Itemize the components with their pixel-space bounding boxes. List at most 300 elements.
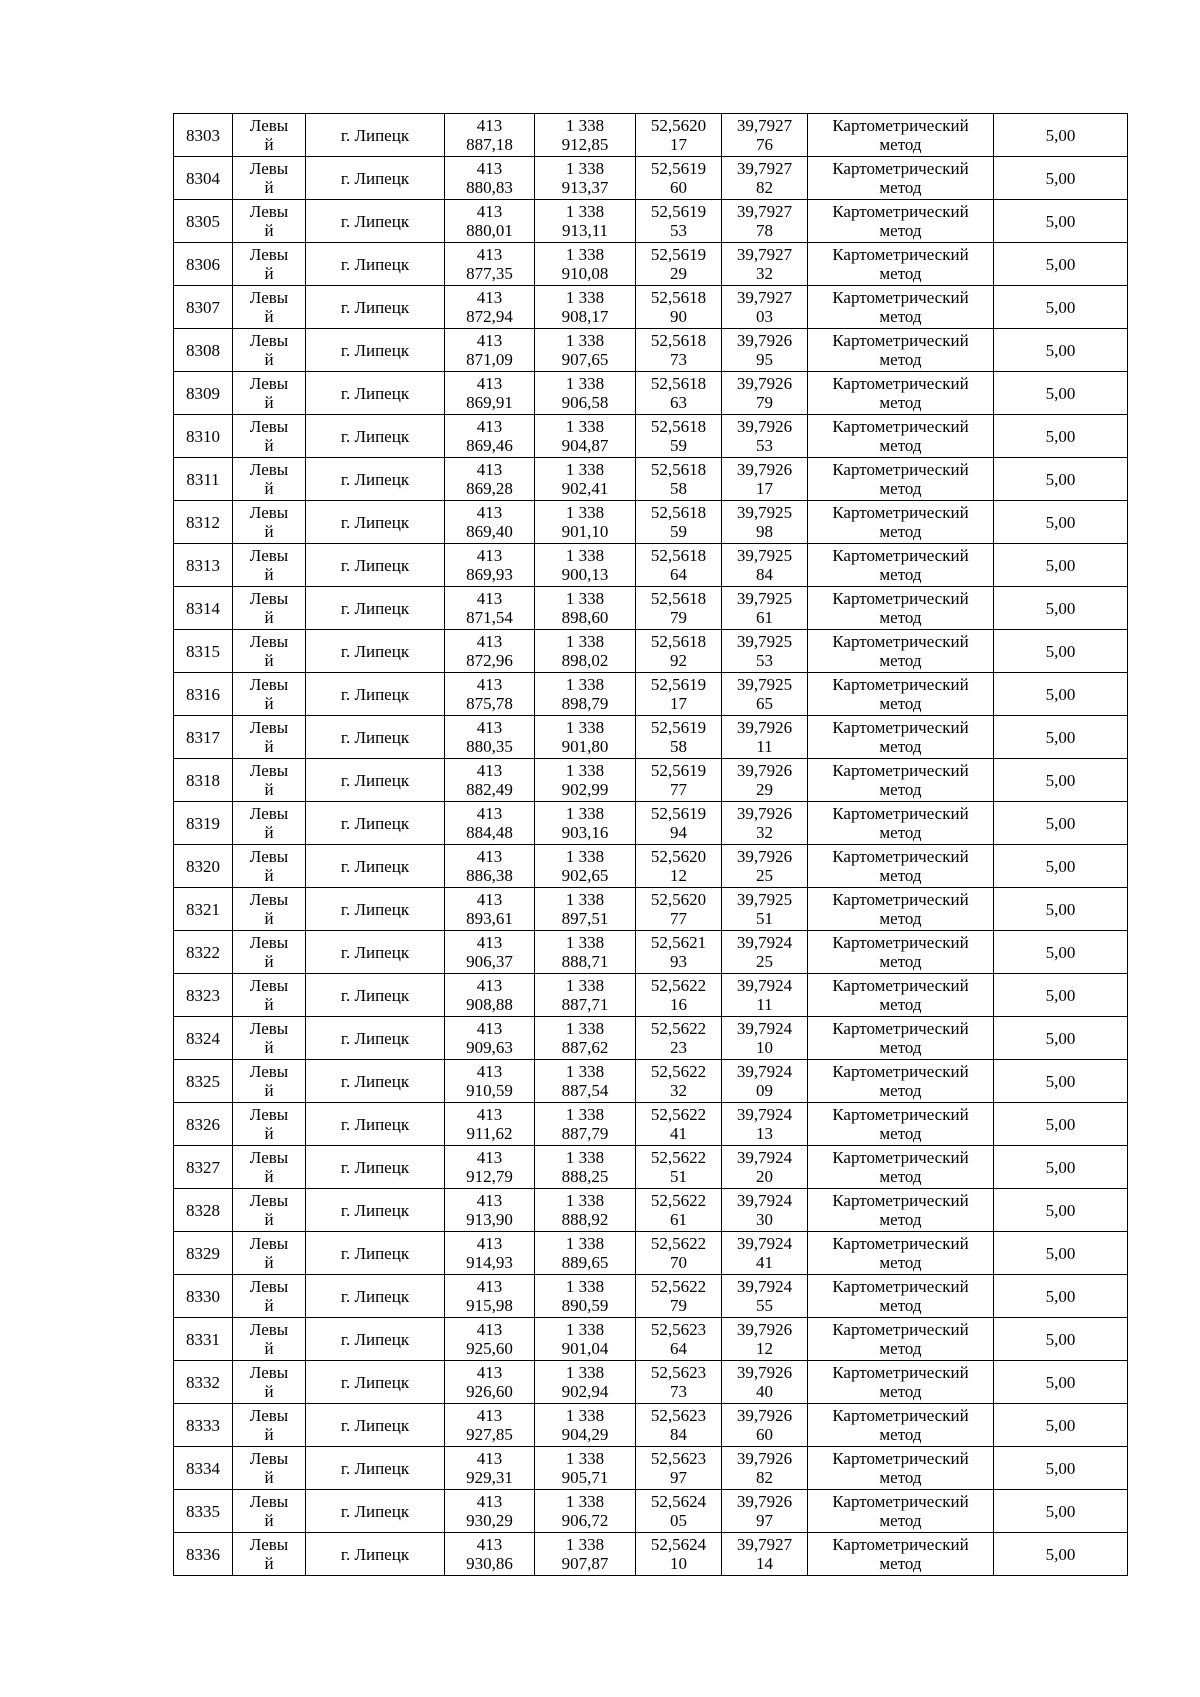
bank-side-text: Левы (249, 1492, 289, 1511)
longitude-text: 11 (756, 995, 773, 1014)
y-coordinate-text: 1 338 (565, 159, 605, 178)
method-text: Картометрический (832, 1277, 969, 1296)
y-coordinate-text: 902,99 (561, 780, 609, 799)
longitude-text: 39,7925 (736, 503, 793, 522)
y-coordinate-cell (535, 329, 636, 372)
latitude-text: 73 (670, 1382, 687, 1401)
latitude-text: 92 (670, 651, 687, 670)
accuracy-text: 5,00 (1045, 297, 1076, 317)
longitude-cell (722, 329, 808, 372)
y-coordinate-cell (535, 1490, 636, 1533)
x-coordinate-text: 908,88 (466, 995, 513, 1014)
method-text: метод (879, 651, 922, 670)
bank-side-text: Левы (249, 460, 289, 479)
table-row (174, 243, 1128, 286)
longitude-cell (722, 1103, 808, 1146)
bank-side-cell (233, 1060, 306, 1103)
latitude-cell (636, 458, 722, 501)
latitude-text: 52,5623 (650, 1449, 707, 1468)
method-text: метод (879, 823, 922, 842)
bank-side-text: й (264, 1296, 274, 1315)
longitude-text: 10 (756, 1038, 773, 1057)
longitude-cell (722, 1447, 808, 1490)
latitude-cell (636, 845, 722, 888)
longitude-text: 60 (756, 1425, 773, 1444)
x-coordinate-text: 413 (476, 417, 503, 436)
latitude-text: 52,5623 (650, 1320, 707, 1339)
bank-side-text: Левы (249, 1363, 289, 1382)
method-text: Картометрический (832, 890, 969, 909)
longitude-text: 14 (756, 1554, 773, 1573)
point-number-cell (174, 286, 233, 329)
point-number-cell (174, 888, 233, 931)
latitude-text: 70 (670, 1253, 687, 1272)
accuracy-cell (994, 372, 1128, 415)
method-text: метод (879, 1339, 922, 1358)
bank-side-cell (233, 1447, 306, 1490)
latitude-text: 41 (670, 1124, 687, 1143)
x-coordinate-cell (445, 759, 535, 802)
y-coordinate-text: 1 338 (565, 331, 605, 350)
latitude-text: 32 (670, 1081, 687, 1100)
y-coordinate-cell (535, 673, 636, 716)
point-number-cell (174, 1447, 233, 1490)
longitude-text: 39,7927 (736, 202, 793, 221)
table-row (174, 1146, 1128, 1189)
bank-side-text: й (264, 694, 274, 713)
point-number-cell (174, 1275, 233, 1318)
accuracy-text: 5,00 (1045, 856, 1076, 876)
x-coordinate-cell (445, 458, 535, 501)
y-coordinate-text: 888,92 (561, 1210, 609, 1229)
method-text: Картометрический (832, 632, 969, 651)
point-number-cell (174, 931, 233, 974)
point-number-text: 8326 (186, 1114, 220, 1134)
method-text: метод (879, 436, 922, 455)
longitude-text: 39,7925 (736, 675, 793, 694)
y-coordinate-text: 905,71 (561, 1468, 609, 1487)
bank-side-text: й (264, 866, 274, 885)
point-number-text: 8313 (186, 555, 220, 575)
accuracy-cell (994, 458, 1128, 501)
accuracy-text: 5,00 (1045, 1114, 1076, 1134)
bank-side-text: й (264, 1253, 274, 1272)
latitude-text: 63 (670, 393, 687, 412)
accuracy-text: 5,00 (1045, 1071, 1076, 1091)
latitude-text: 53 (670, 221, 687, 240)
method-text: Картометрический (832, 1320, 969, 1339)
table-row (174, 888, 1128, 931)
y-coordinate-text: 1 338 (565, 804, 605, 823)
x-coordinate-text: 413 (476, 374, 503, 393)
method-text: Картометрический (832, 159, 969, 178)
x-coordinate-text: 869,28 (466, 479, 513, 498)
bank-side-cell (233, 114, 306, 157)
accuracy-cell (994, 802, 1128, 845)
method-cell (808, 630, 994, 673)
x-coordinate-text: 872,96 (466, 651, 513, 670)
latitude-text: 17 (670, 135, 687, 154)
method-text: Картометрический (832, 1148, 969, 1167)
y-coordinate-text: 910,08 (561, 264, 609, 283)
x-coordinate-text: 413 (476, 503, 503, 522)
x-coordinate-text: 413 (476, 589, 503, 608)
longitude-cell (722, 587, 808, 630)
table-row (174, 1060, 1128, 1103)
latitude-text: 52,5619 (650, 804, 707, 823)
point-number-text: 8306 (186, 254, 220, 274)
latitude-text: 52,5622 (650, 1277, 707, 1296)
bank-side-text: Левы (249, 503, 289, 522)
bank-side-text: Левы (249, 1535, 289, 1554)
longitude-text: 39,7925 (736, 589, 793, 608)
method-text: Картометрический (832, 116, 969, 135)
locality-text: г. Липецк (340, 598, 410, 618)
locality-text: г. Липецк (340, 168, 410, 188)
method-text: метод (879, 1167, 922, 1186)
x-coordinate-text: 413 (476, 159, 503, 178)
bank-side-text: й (264, 1554, 274, 1573)
y-coordinate-text: 900,13 (561, 565, 609, 584)
x-coordinate-cell (445, 1275, 535, 1318)
latitude-cell (636, 1275, 722, 1318)
y-coordinate-text: 902,94 (561, 1382, 609, 1401)
longitude-text: 32 (756, 264, 773, 283)
locality-text: г. Липецк (340, 1028, 410, 1048)
locality-cell (306, 1318, 445, 1361)
longitude-text: 39,7926 (736, 1449, 793, 1468)
locality-text: г. Липецк (340, 684, 410, 704)
longitude-text: 41 (756, 1253, 773, 1272)
latitude-cell (636, 1232, 722, 1275)
y-coordinate-cell (535, 1533, 636, 1576)
y-coordinate-text: 887,62 (561, 1038, 609, 1057)
table-row (174, 1404, 1128, 1447)
accuracy-cell (994, 286, 1128, 329)
method-text: Картометрический (832, 460, 969, 479)
point-number-cell (174, 716, 233, 759)
x-coordinate-text: 413 (476, 1320, 503, 1339)
bank-side-text: й (264, 479, 274, 498)
latitude-text: 59 (670, 522, 687, 541)
latitude-text: 52,5620 (650, 890, 707, 909)
x-coordinate-cell (445, 1361, 535, 1404)
latitude-cell (636, 1490, 722, 1533)
bank-side-text: Левы (249, 1406, 289, 1425)
y-coordinate-text: 1 338 (565, 632, 605, 651)
locality-text: г. Липецк (340, 727, 410, 747)
y-coordinate-cell (535, 630, 636, 673)
y-coordinate-text: 906,72 (561, 1511, 609, 1530)
bank-side-text: Левы (249, 159, 289, 178)
x-coordinate-text: 911,62 (466, 1124, 513, 1143)
y-coordinate-text: 1 338 (565, 675, 605, 694)
table-row (174, 200, 1128, 243)
locality-text: г. Липецк (340, 1329, 410, 1349)
y-coordinate-cell (535, 114, 636, 157)
method-text: метод (879, 780, 922, 799)
bank-side-cell (233, 1404, 306, 1447)
latitude-cell (636, 243, 722, 286)
bank-side-text: Левы (249, 761, 289, 780)
method-text: метод (879, 1425, 922, 1444)
y-coordinate-text: 1 338 (565, 1019, 605, 1038)
point-number-cell (174, 1318, 233, 1361)
latitude-text: 60 (670, 178, 687, 197)
latitude-text: 93 (670, 952, 687, 971)
point-number-cell (174, 802, 233, 845)
longitude-cell (722, 845, 808, 888)
method-text: Картометрический (832, 1535, 969, 1554)
point-number-text: 8322 (186, 942, 220, 962)
locality-text: г. Липецк (340, 1544, 410, 1564)
locality-text: г. Липецк (340, 1071, 410, 1091)
locality-cell (306, 501, 445, 544)
longitude-text: 39,7926 (736, 1320, 793, 1339)
point-number-text: 8305 (186, 211, 220, 231)
x-coordinate-text: 869,91 (466, 393, 513, 412)
longitude-text: 39,7927 (736, 116, 793, 135)
bank-side-cell (233, 1146, 306, 1189)
locality-cell (306, 200, 445, 243)
longitude-cell (722, 415, 808, 458)
longitude-text: 39,7926 (736, 718, 793, 737)
point-number-text: 8317 (186, 727, 220, 747)
x-coordinate-text: 413 (476, 460, 503, 479)
x-coordinate-text: 882,49 (466, 780, 513, 799)
method-text: Картометрический (832, 1406, 969, 1425)
table-row (174, 759, 1128, 802)
latitude-text: 52,5621 (650, 933, 707, 952)
method-text: метод (879, 1124, 922, 1143)
x-coordinate-cell (445, 1146, 535, 1189)
accuracy-cell (994, 1189, 1128, 1232)
locality-text: г. Липецк (340, 297, 410, 317)
longitude-text: 30 (756, 1210, 773, 1229)
x-coordinate-text: 413 (476, 116, 503, 135)
longitude-cell (722, 1404, 808, 1447)
latitude-cell (636, 544, 722, 587)
longitude-text: 39,7927 (736, 1535, 793, 1554)
locality-text: г. Липецк (340, 1501, 410, 1521)
x-coordinate-cell (445, 372, 535, 415)
x-coordinate-cell (445, 200, 535, 243)
y-coordinate-text: 1 338 (565, 1320, 605, 1339)
method-text: Картометрический (832, 546, 969, 565)
method-cell (808, 1060, 994, 1103)
latitude-cell (636, 587, 722, 630)
locality-text: г. Липецк (340, 512, 410, 532)
longitude-text: 32 (756, 823, 773, 842)
x-coordinate-text: 887,18 (466, 135, 513, 154)
point-number-cell (174, 1404, 233, 1447)
latitude-text: 52,5618 (650, 417, 707, 436)
bank-side-text: й (264, 780, 274, 799)
latitude-cell (636, 931, 722, 974)
latitude-text: 52,5622 (650, 976, 707, 995)
x-coordinate-cell (445, 243, 535, 286)
bank-side-text: й (264, 608, 274, 627)
accuracy-cell (994, 415, 1128, 458)
bank-side-text: й (264, 135, 274, 154)
locality-text: г. Липецк (340, 1200, 410, 1220)
x-coordinate-text: 875,78 (466, 694, 513, 713)
locality-cell (306, 329, 445, 372)
bank-side-cell (233, 587, 306, 630)
bank-side-text: й (264, 178, 274, 197)
point-number-cell (174, 329, 233, 372)
table-row (174, 329, 1128, 372)
method-text: Картометрический (832, 417, 969, 436)
longitude-text: 65 (756, 694, 773, 713)
accuracy-cell (994, 673, 1128, 716)
x-coordinate-text: 880,35 (466, 737, 513, 756)
longitude-text: 39,7926 (736, 1492, 793, 1511)
accuracy-cell (994, 1533, 1128, 1576)
bank-side-cell (233, 1189, 306, 1232)
locality-text: г. Липецк (340, 1114, 410, 1134)
latitude-text: 51 (670, 1167, 687, 1186)
accuracy-text: 5,00 (1045, 1200, 1076, 1220)
accuracy-cell (994, 329, 1128, 372)
table-row (174, 1275, 1128, 1318)
y-coordinate-cell (535, 1404, 636, 1447)
x-coordinate-cell (445, 415, 535, 458)
accuracy-text: 5,00 (1045, 985, 1076, 1005)
method-cell (808, 157, 994, 200)
point-number-cell (174, 673, 233, 716)
y-coordinate-cell (535, 1447, 636, 1490)
accuracy-cell (994, 501, 1128, 544)
accuracy-text: 5,00 (1045, 899, 1076, 919)
y-coordinate-text: 898,79 (561, 694, 609, 713)
longitude-text: 53 (756, 436, 773, 455)
bank-side-text: й (264, 737, 274, 756)
y-coordinate-cell (535, 544, 636, 587)
method-text: метод (879, 694, 922, 713)
accuracy-cell (994, 1404, 1128, 1447)
accuracy-text: 5,00 (1045, 813, 1076, 833)
x-coordinate-text: 413 (476, 632, 503, 651)
table-row (174, 1017, 1128, 1060)
y-coordinate-text: 902,65 (561, 866, 609, 885)
x-coordinate-cell (445, 630, 535, 673)
bank-side-text: Левы (249, 675, 289, 694)
x-coordinate-text: 413 (476, 1105, 503, 1124)
longitude-text: 39,7926 (736, 761, 793, 780)
x-coordinate-cell (445, 501, 535, 544)
longitude-text: 09 (756, 1081, 773, 1100)
x-coordinate-text: 413 (476, 761, 503, 780)
x-coordinate-text: 413 (476, 1449, 503, 1468)
y-coordinate-cell (535, 587, 636, 630)
y-coordinate-text: 913,37 (561, 178, 609, 197)
bank-side-text: Левы (249, 1191, 289, 1210)
x-coordinate-text: 929,31 (466, 1468, 513, 1487)
longitude-text: 39,7924 (736, 1148, 793, 1167)
point-number-cell (174, 458, 233, 501)
point-number-text: 8323 (186, 985, 220, 1005)
table-row (174, 372, 1128, 415)
method-cell (808, 329, 994, 372)
longitude-cell (722, 1361, 808, 1404)
method-cell (808, 1404, 994, 1447)
bank-side-text: Левы (249, 976, 289, 995)
bank-side-cell (233, 931, 306, 974)
longitude-text: 39,7924 (736, 933, 793, 952)
longitude-text: 39,7924 (736, 1277, 793, 1296)
bank-side-cell (233, 329, 306, 372)
accuracy-cell (994, 243, 1128, 286)
point-number-cell (174, 157, 233, 200)
longitude-cell (722, 372, 808, 415)
bank-side-text: Левы (249, 1234, 289, 1253)
point-number-text: 8308 (186, 340, 220, 360)
y-coordinate-text: 1 338 (565, 1449, 605, 1468)
method-cell (808, 1361, 994, 1404)
table-row (174, 458, 1128, 501)
bank-side-cell (233, 630, 306, 673)
longitude-text: 79 (756, 393, 773, 412)
bank-side-text: Левы (249, 245, 289, 264)
y-coordinate-cell (535, 759, 636, 802)
accuracy-cell (994, 587, 1128, 630)
locality-cell (306, 157, 445, 200)
y-coordinate-cell (535, 974, 636, 1017)
locality-cell (306, 1103, 445, 1146)
point-number-text: 8310 (186, 426, 220, 446)
x-coordinate-text: 871,54 (466, 608, 513, 627)
x-coordinate-text: 925,60 (466, 1339, 513, 1358)
method-text: метод (879, 1296, 922, 1315)
method-cell (808, 1103, 994, 1146)
y-coordinate-text: 1 338 (565, 933, 605, 952)
accuracy-cell (994, 1060, 1128, 1103)
accuracy-text: 5,00 (1045, 1286, 1076, 1306)
latitude-text: 64 (670, 565, 687, 584)
accuracy-cell (994, 716, 1128, 759)
x-coordinate-text: 869,46 (466, 436, 513, 455)
accuracy-cell (994, 157, 1128, 200)
latitude-text: 61 (670, 1210, 687, 1229)
accuracy-text: 5,00 (1045, 1544, 1076, 1564)
longitude-text: 39,7925 (736, 632, 793, 651)
bank-side-text: Левы (249, 589, 289, 608)
bank-side-text: й (264, 1382, 274, 1401)
method-cell (808, 1189, 994, 1232)
x-coordinate-text: 413 (476, 890, 503, 909)
locality-text: г. Липецк (340, 469, 410, 489)
longitude-cell (722, 1146, 808, 1189)
method-text: Картометрический (832, 1105, 969, 1124)
y-coordinate-text: 1 338 (565, 761, 605, 780)
accuracy-text: 5,00 (1045, 727, 1076, 747)
y-coordinate-cell (535, 243, 636, 286)
bank-side-cell (233, 1361, 306, 1404)
longitude-cell (722, 243, 808, 286)
method-cell (808, 759, 994, 802)
locality-text: г. Липецк (340, 1157, 410, 1177)
bank-side-cell (233, 888, 306, 931)
y-coordinate-cell (535, 1017, 636, 1060)
latitude-text: 52,5618 (650, 288, 707, 307)
method-cell (808, 415, 994, 458)
locality-text: г. Липецк (340, 899, 410, 919)
bank-side-text: Левы (249, 1277, 289, 1296)
longitude-text: 53 (756, 651, 773, 670)
x-coordinate-text: 413 (476, 331, 503, 350)
y-coordinate-cell (535, 157, 636, 200)
